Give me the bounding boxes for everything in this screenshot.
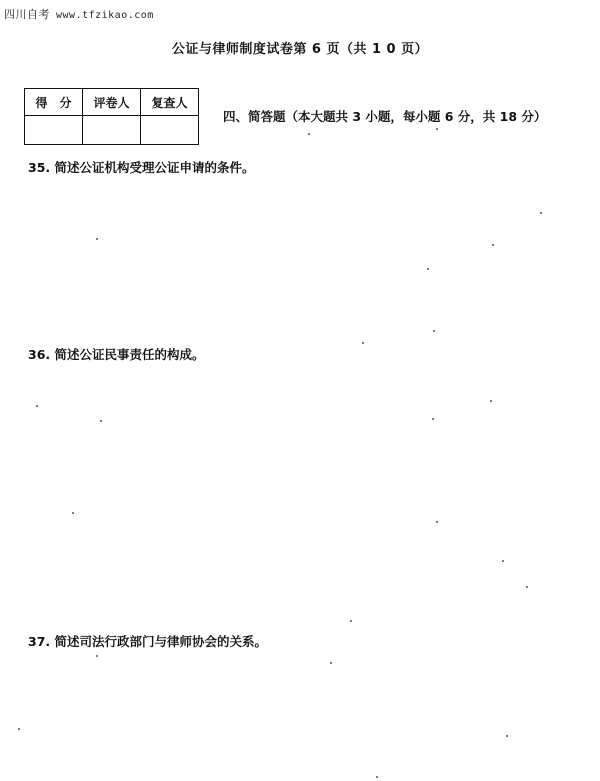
scan-speck	[492, 244, 494, 246]
scan-speck	[502, 560, 504, 562]
page-title: 公证与律师制度试卷第 6 页（共 1 0 页）	[171, 42, 429, 57]
scan-speck	[96, 238, 98, 240]
scan-speck	[506, 735, 508, 737]
scan-speck	[432, 418, 434, 420]
score-header-score: 得 分	[25, 89, 83, 116]
scan-speck	[330, 662, 332, 664]
site-watermark	[4, 6, 154, 22]
question-37: 37. 简述司法行政部门与律师协会的关系。	[28, 634, 267, 649]
scan-speck	[376, 776, 378, 778]
scan-speck	[526, 586, 528, 588]
scan-speck	[72, 512, 74, 514]
score-table-header-row	[25, 89, 199, 116]
score-cell-score	[25, 116, 83, 145]
scan-speck	[18, 728, 20, 730]
score-table	[24, 88, 199, 145]
scan-speck	[436, 521, 438, 523]
score-cell-grader	[83, 116, 141, 145]
scan-speck	[36, 405, 38, 407]
scan-speck	[308, 133, 310, 135]
score-header-grader: 评卷人	[83, 89, 141, 116]
scan-speck	[427, 268, 429, 270]
watermark-site-name: 四川自考	[4, 8, 50, 21]
score-cell-reviewer	[141, 116, 199, 145]
score-header-reviewer: 复查人	[141, 89, 199, 116]
scan-speck	[362, 342, 364, 344]
scan-speck	[540, 212, 542, 214]
scan-speck	[100, 420, 102, 422]
scan-speck	[490, 400, 492, 402]
section-title: 四、简答题（本大题共 3 小题，每小题 6 分，共 18 分）	[223, 109, 547, 124]
scan-speck	[436, 128, 438, 130]
score-table-input-row	[25, 116, 199, 145]
scan-speck	[96, 655, 98, 657]
watermark-url: www.tfzikao.com	[56, 10, 154, 21]
scan-speck	[433, 330, 435, 332]
scan-speck	[350, 620, 352, 622]
question-35: 35. 简述公证机构受理公证申请的条件。	[28, 160, 255, 175]
question-36: 36. 简述公证民事责任的构成。	[28, 347, 205, 362]
